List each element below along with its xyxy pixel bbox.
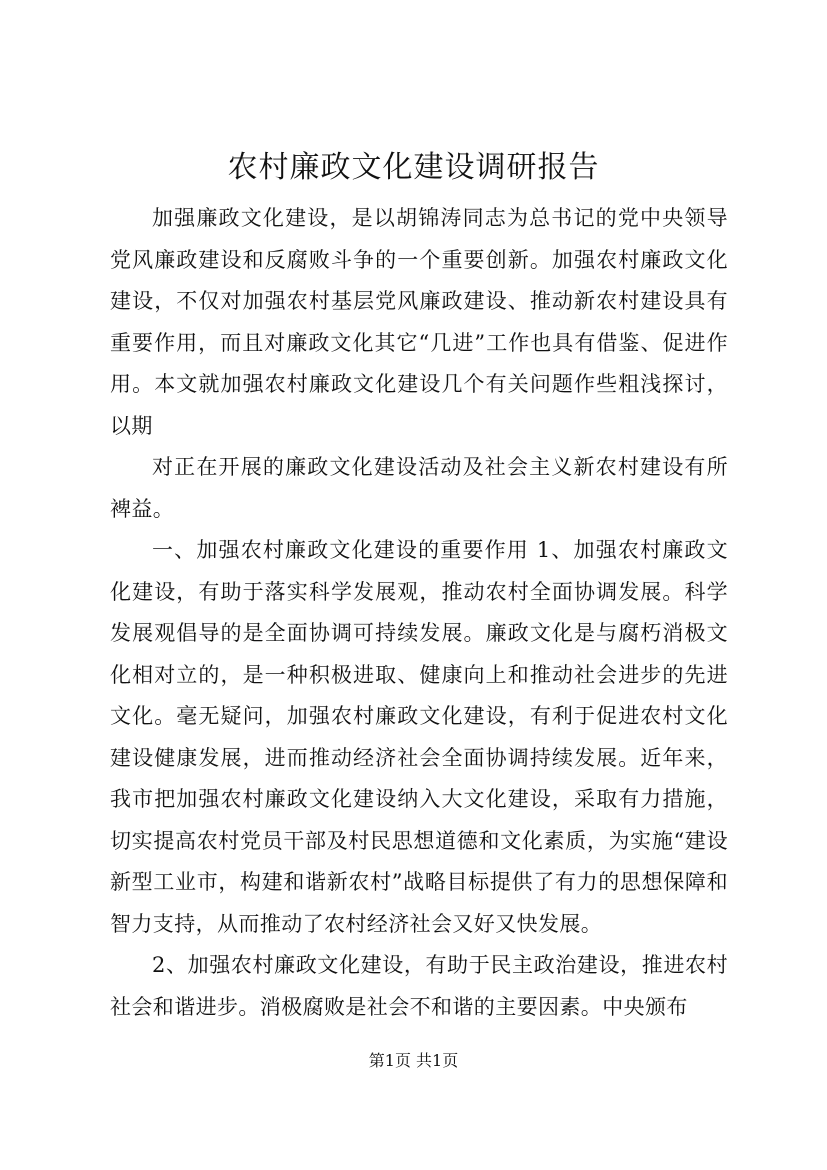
paragraph-intro-continued: 对正在开展的廉政文化建设活动及社会主义新农村建设有所裨益。	[110, 455, 728, 521]
document-title: 农村廉政文化建设调研报告	[227, 150, 600, 185]
document-body	[110, 198, 728, 1028]
paragraph-section-1: 一、加强农村廉政文化建设的重要作用 1、加强农村廉政文化建设，有助于落实科学发展观，推动农村全面协调发展。科学发展观倡导的是全面协调可持续发展。廉政文化是与腐朽消极文化相对立的，是一种积极进取、健康向上和推动社会进步的先进文化。毫无疑问，加强农村廉政文化建设，有利于促进农村文化建设健康发展，进而推动经济社会全面协调持续发展。近年来，我市把加强农村廉政文化建设纳入大文化建设，采取有力措施，切实提高农村党员干部及村民思想道德和文化素质，为实施“建设新型工业市，构建和谐新农村”战略目标提供了有力的思想保障和智力支持，从而推动了农村经济社会又好又快发展。	[110, 538, 728, 936]
paragraph-section-2: 2、加强农村廉政文化建设，有助于民主政治建设，推进农村社会和谐进步。消极腐败是社会不和谐的主要因素。中央颁布	[110, 953, 728, 1019]
paragraph-intro: 加强廉政文化建设，是以胡锦涛同志为总书记的党中央领导党风廉政建设和反腐败斗争的一个重要创新。加强农村廉政文化建设，不仅对加强农村基层党风廉政建设、推动新农村建设具有重要作用，而且对廉政文化其它“几进”工作也具有借鉴、促进作用。本文就加强农村廉政文化建设几个有关问题作些粗浅探讨，以期	[110, 206, 728, 438]
page-number-footer: 第1页 共1页	[368, 1051, 459, 1070]
